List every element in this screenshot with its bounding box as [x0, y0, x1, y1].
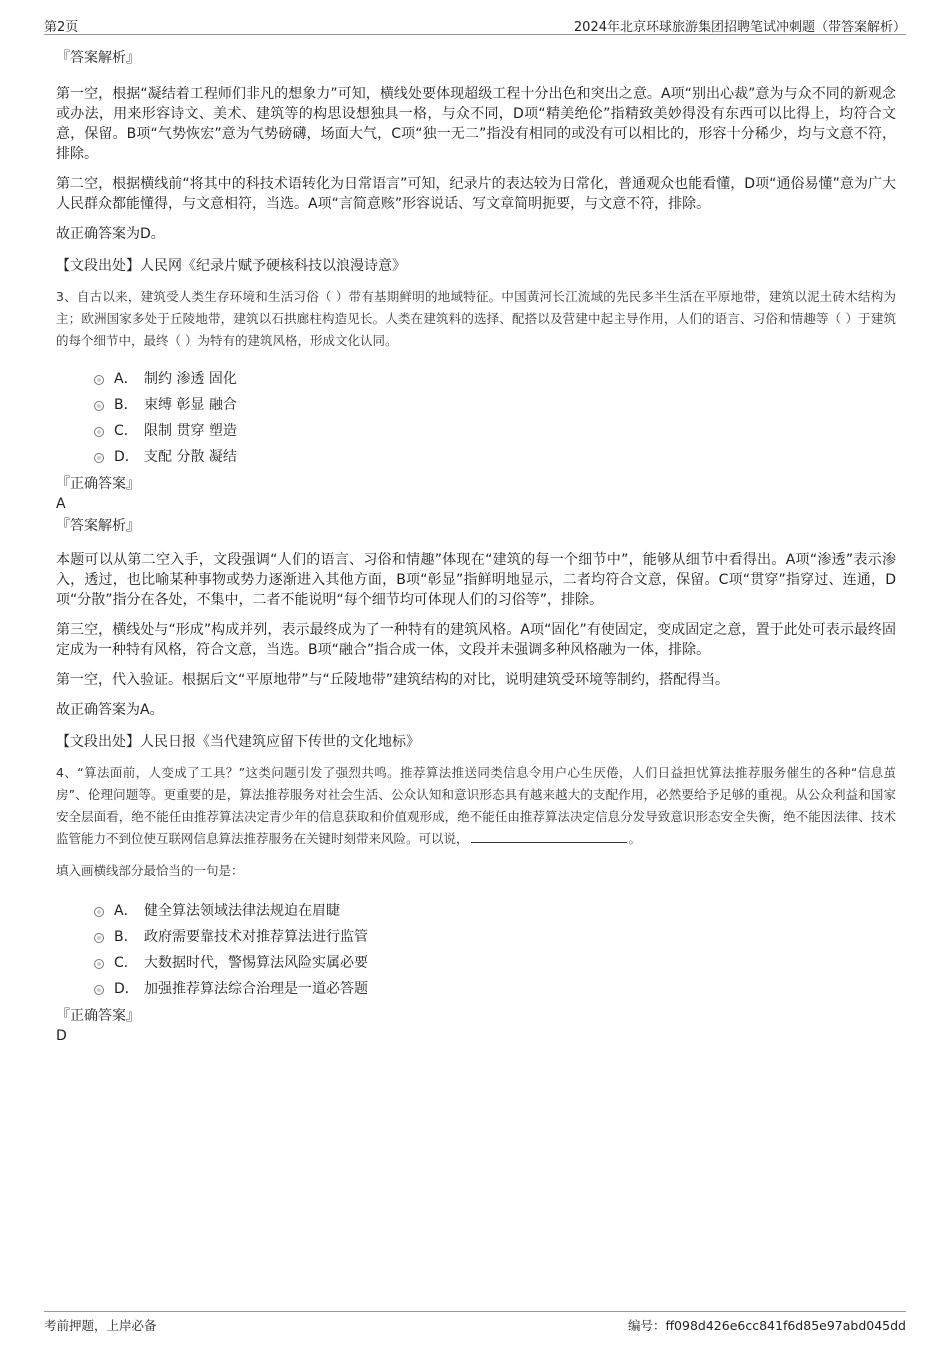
radio-icon[interactable]	[94, 453, 104, 463]
correct-answer-label: 『正确答案』	[56, 1008, 140, 1024]
option-key: D．	[114, 981, 139, 997]
radio-icon[interactable]	[94, 959, 104, 969]
option-b[interactable]	[94, 924, 896, 950]
source-citation: 【文段出处】人民日报《当代建筑应留下传世的文化地标》	[56, 734, 420, 750]
question-4-end: 。	[628, 831, 642, 846]
main-content	[56, 44, 896, 1046]
option-text: 制约 渗透 固化	[144, 371, 237, 387]
radio-icon[interactable]	[94, 985, 104, 995]
analysis-paragraph: 本题可以从第二空入手，文段强调“人们的语言、习俗和情趣”体现在“建筑的每一个细节中”，能够从细节中看得出。A项“渗透”表示渗入，透过，也比喻某种事物或势力逐渐进入其他方面，B项“彰显”指鲜明地显示，二者均符合文意，保留。C项“贯穿”指穿过、连通，D项“分散”指分在各处，不集中，二者不能说明“每个细节均可体现人们的习俗等”，排除。	[56, 552, 896, 608]
option-d[interactable]	[94, 444, 896, 470]
option-text: 政府需要靠技术对推荐算法进行监管	[144, 929, 368, 945]
option-key: C．	[114, 423, 138, 439]
analysis-paragraph: 第二空，根据横线前“将其中的科技术语转化为日常语言”可知，纪录片的表达较为日常化，普通观众也能看懂，D项“通俗易懂”意为广大人民群众都能懂得，与文意相符，当选。A项“言简意赅”形容说话、写文章简明扼要，与文意不符，排除。	[56, 176, 896, 212]
option-a[interactable]	[94, 898, 896, 924]
source-citation: 【文段出处】人民网《纪录片赋予硬核科技以浪漫诗意》	[56, 258, 406, 274]
page-footer	[44, 1311, 906, 1336]
correct-answer: D	[56, 1028, 67, 1044]
option-text: 支配 分散 凝结	[144, 449, 237, 465]
analysis-conclusion: 故正确答案为A。	[56, 702, 164, 718]
answer-analysis-label: 『答案解析』	[56, 518, 140, 534]
question-4-body: 4、“算法面前，人变成了工具？”这类问题引发了强烈共鸣。推荐算法推送同类信息令用户心生厌倦，人们日益担忧算法推荐服务催生的各种“信息茧房”、伦理问题等。更重要的是，算法推荐服务对社会生活、公众认知和意识形态具有越来越大的支配作用，必然要给予足够的重视。从公众利益和国家安全层面看，绝不能任由推荐算法决定青少年的信息获取和价值观形成，绝不能任由推荐算法决定信息分发导致意识形态安全失衡，绝不能因法律、技术监管能力不到位使互联网信息算法推荐服务在关键时刻带来风险。可以说，	[56, 765, 896, 846]
option-text: 大数据时代，警惕算法风险实属必要	[144, 955, 368, 971]
question-4-text	[56, 762, 896, 850]
document-id: 编号：ff098d426e6cc841f6d85e97abd045dd	[627, 1318, 906, 1333]
option-b[interactable]	[94, 392, 896, 418]
radio-icon[interactable]	[94, 907, 104, 917]
fill-blank-line	[471, 830, 627, 843]
option-c[interactable]	[94, 418, 896, 444]
analysis-conclusion: 故正确答案为D。	[56, 226, 165, 242]
option-text: 束缚 彰显 融合	[144, 397, 237, 413]
analysis-paragraph: 第一空，代入验证。根据后文“平原地带”与“丘陵地带”建筑结构的对比，说明建筑受环境等制约，搭配得当。	[56, 672, 730, 688]
option-text: 加强推荐算法综合治理是一道必答题	[144, 981, 368, 997]
option-d[interactable]	[94, 976, 896, 1002]
correct-answer-label: 『正确答案』	[56, 476, 140, 492]
footer-slogan: 考前押题，上岸必备	[44, 1318, 157, 1333]
option-key: A．	[114, 903, 138, 919]
page-number: 第2页	[44, 20, 79, 35]
option-a[interactable]	[94, 366, 896, 392]
option-key: C．	[114, 955, 138, 971]
correct-answer: A	[56, 496, 66, 512]
radio-icon[interactable]	[94, 401, 104, 411]
option-text: 健全算法领域法律法规迫在眉睫	[144, 903, 340, 919]
option-key: B．	[114, 397, 138, 413]
option-c[interactable]	[94, 950, 896, 976]
option-key: D．	[114, 449, 139, 465]
question-4-prompt: 填入画横线部分最恰当的一句是：	[56, 863, 244, 878]
document-title: 2024年北京环球旅游集团招聘笔试冲刺题（带答案解析）	[573, 20, 906, 35]
radio-icon[interactable]	[94, 427, 104, 437]
question-3-text: 3、自古以来，建筑受人类生存环境和生活习俗（ ）带有基期鲜明的地域特征。中国黄河长江流域的先民多半生活在平原地带，建筑以泥土砖木结构为主；欧洲国家多处于丘陵地带，建筑以石拱廊柱构造见长。人类在建筑料的选择、配搭以及营建中起主导作用，人们的语言、习俗和情趣等（ ）于建筑的每个细节中，最终（ ）为特有的建筑风格，形成文化认同。	[56, 289, 896, 348]
radio-icon[interactable]	[94, 933, 104, 943]
question-3-options	[94, 366, 896, 470]
radio-icon[interactable]	[94, 375, 104, 385]
answer-analysis-label: 『答案解析』	[56, 50, 140, 66]
analysis-paragraph: 第一空，根据“凝结着工程师们非凡的想象力”可知，横线处要体现超级工程十分出色和突出之意。A项“别出心裁”意为与众不同的新观念或办法，用来形容诗文、美术、建筑等的构思设想独具一格，与众不同，D项“精美绝伦”指精致美妙得没有东西可以比得上，均符合文意，保留。B项“气势恢宏”意为气势磅礴，场面大气，C项“独一无二”指没有相同的或没有可以相比的，形容十分稀少，均与文意不符，排除。	[56, 86, 896, 162]
option-text: 限制 贯穿 塑造	[144, 423, 237, 439]
analysis-paragraph: 第三空，横线处与“形成”构成并列，表示最终成为了一种特有的建筑风格。A项“固化”有使固定，变成固定之意，置于此处可表示最终固定成为一种特有风格，符合文意，当选。B项“融合”指合成一体，文段并未强调多种风格融为一体，排除。	[56, 622, 896, 658]
page-header	[44, 14, 906, 35]
question-4-options	[94, 898, 896, 1002]
option-key: B．	[114, 929, 138, 945]
option-key: A．	[114, 371, 138, 387]
